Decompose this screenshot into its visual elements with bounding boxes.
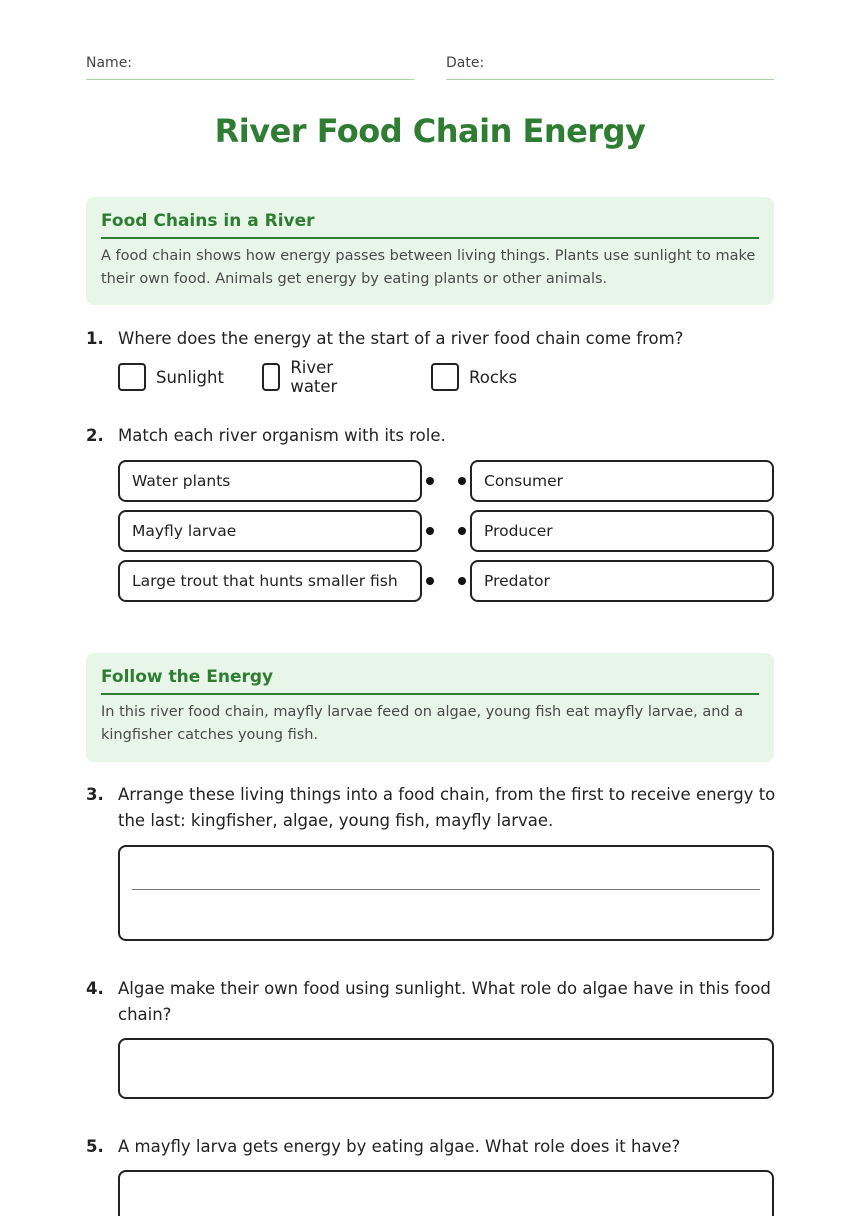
question-text: A mayfly larva gets energy by eating algae. What role does it have?: [118, 1137, 681, 1156]
energy-body: In this river food chain, mayfly larvae feed on algae, young fish eat mayfly larvae, and a kingfisher catches young fish.: [101, 704, 744, 743]
choice-sunlight[interactable]: [118, 363, 224, 391]
match-right-item[interactable]: Consumer: [470, 460, 774, 502]
checkbox[interactable]: [262, 363, 280, 391]
match-dot[interactable]: [426, 527, 434, 535]
match-dot[interactable]: [458, 527, 466, 535]
match-dot[interactable]: [458, 477, 466, 485]
answer-box-4[interactable]: [118, 1038, 774, 1099]
match-dot[interactable]: [426, 577, 434, 585]
name-field[interactable]: [86, 53, 414, 80]
checkbox[interactable]: [118, 363, 146, 391]
checkbox[interactable]: [431, 363, 459, 391]
question-number: 4.: [86, 979, 104, 998]
date-field[interactable]: [446, 53, 774, 80]
match-right-item[interactable]: Predator: [470, 560, 774, 602]
question-text: Algae make their own food using sunlight. What role do algae have in this food chain?: [118, 979, 771, 1024]
question-3: [86, 782, 776, 834]
match-left-item[interactable]: Mayfly larvae: [118, 510, 422, 552]
question-number: 5.: [86, 1137, 104, 1156]
question-text: Arrange these living things into a food chain, from the first to receive energy to the last: kingfisher, algae, young fish, mayfly larvae.: [118, 785, 776, 830]
question-1: [86, 326, 776, 352]
question-number: 1.: [86, 329, 104, 348]
intro-heading: Food Chains in a River: [101, 197, 759, 239]
choice-river-water[interactable]: [262, 358, 347, 396]
page-title: River Food Chain Energy: [214, 112, 646, 150]
choice-label: Sunlight: [156, 367, 224, 387]
question-number: 2.: [86, 426, 104, 445]
energy-heading: Follow the Energy: [101, 653, 759, 695]
question-2: [86, 423, 776, 449]
name-label: Name:: [86, 55, 133, 71]
intro-body: A food chain shows how energy passes between living things. Plants use sunlight to make their own food. Animals get energy by eating plants or other animals.: [101, 248, 756, 287]
question-text: Where does the energy at the start of a river food chain come from?: [118, 329, 684, 348]
answer-box-3[interactable]: [118, 845, 774, 941]
match-right-item[interactable]: Producer: [470, 510, 774, 552]
match-left-item[interactable]: Large trout that hunts smaller fish: [118, 560, 422, 602]
match-left-item[interactable]: Water plants: [118, 460, 422, 502]
question-number: 3.: [86, 785, 104, 804]
question-4: [86, 976, 776, 1028]
writing-line: [132, 889, 760, 890]
student-info-row: [86, 53, 774, 80]
intro-info-box: [86, 197, 774, 305]
question-text: Match each river organism with its role.: [118, 426, 446, 445]
choice-rocks[interactable]: [431, 363, 517, 391]
match-dot[interactable]: [458, 577, 466, 585]
choice-label: Rocks: [469, 367, 518, 387]
energy-info-box: [86, 653, 774, 762]
question-5: [86, 1134, 776, 1160]
choice-label: River water: [290, 358, 338, 396]
match-dot[interactable]: [426, 477, 434, 485]
date-label: Date:: [446, 55, 485, 71]
answer-box-5[interactable]: [118, 1170, 774, 1216]
